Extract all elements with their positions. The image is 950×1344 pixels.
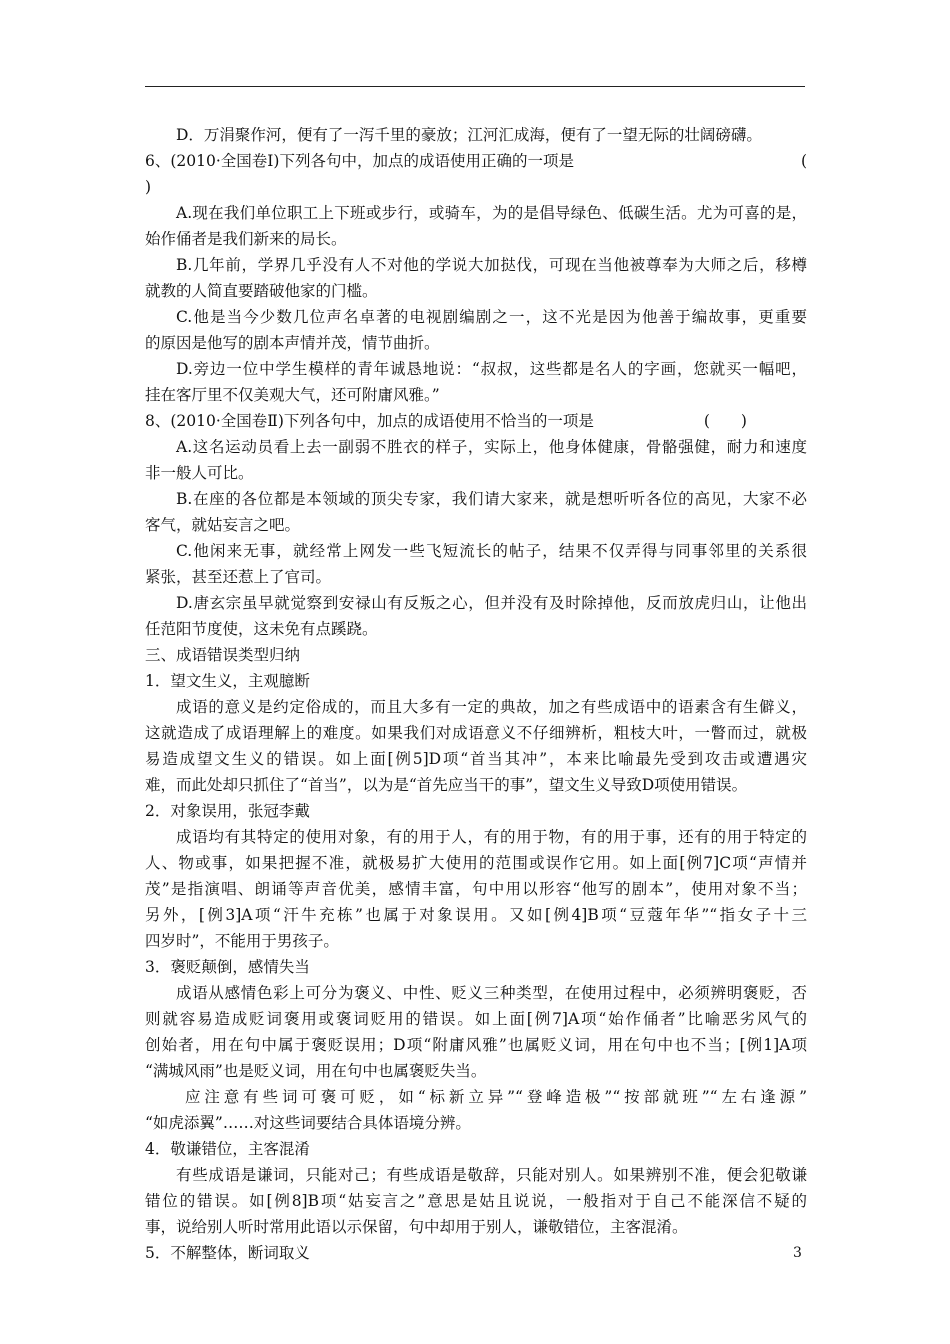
q6-option-b-line1: B.几年前，学界几乎没有人不对他的学说大加挞伐，可现在当他被尊奉为大师之后，移樽 xyxy=(176,256,807,274)
para-1-line2: 这就造成了成语理解上的难度。如果我们对成语意义不仔细辨析，粗枝大叶，一瞥而过，就极 xyxy=(145,724,807,742)
q8-option-a-line2: 非一般人可比。 xyxy=(145,464,254,482)
q6-option-a-line2: 始作俑者是我们新来的局长。 xyxy=(145,230,347,248)
page-body xyxy=(145,122,807,1266)
q8-option-d-line1: D.唐玄宗虽早就觉察到安禄山有反叛之心，但并没有及时除掉他，反而放虎归山，让他出 xyxy=(176,594,807,612)
question-8-stem xyxy=(145,408,807,434)
question-6-stem xyxy=(145,148,807,174)
page-number: 3 xyxy=(793,1245,802,1261)
para-4-line3: 事，说给别人听时常用此语以示保留，句中却用于别人，谦敬错位，主客混淆。 xyxy=(145,1218,688,1236)
subheading-5: 5．不解整体，断词取义 xyxy=(145,1244,310,1262)
para-2-line3: 茂”是指演唱、朗诵等声音优美，感情丰富，句中用以形容“他写的剧本”，使用对象不当； xyxy=(145,880,807,898)
option-d-q5: D．万涓聚作河，便有了一泻千里的豪放；江河汇成海，便有了一望无际的壮阔磅礴。 xyxy=(176,126,762,144)
subheading-4: 4．敬谦错位，主客混淆 xyxy=(145,1140,310,1158)
para-4-line1: 有些成语是谦词，只能对己；有些成语是敬辞，只能对别人。如果辨别不准，便会犯敬谦 xyxy=(176,1166,807,1184)
subheading-3: 3．褒贬颠倒，感情失当 xyxy=(145,958,310,976)
para-2-line2: 人、物或事，如果把握不准，就极易扩大使用的范围或误作它用。如上面[例7]C项“声情并 xyxy=(145,854,807,872)
answer-paren-close: ) xyxy=(145,178,152,196)
subheading-2: 2．对象误用，张冠李戴 xyxy=(145,802,310,820)
q6-option-c-line2: 的原因是他写的剧本声情并茂，情节曲折。 xyxy=(145,334,440,352)
q6-option-b-line2: 就教的人简直要踏破他家的门槛。 xyxy=(145,282,378,300)
para-3-line3: 创始者，用在句中属于褒贬误用；D项“附庸风雅”也属贬义词，用在句中也不当；[例1]A项 xyxy=(145,1036,807,1054)
q6-option-c-line1: C.他是当今少数几位声名卓著的电视剧编剧之一，这不光是因为他善于编故事，更重要 xyxy=(176,308,807,326)
q8-option-c-line1: C.他闲来无事，就经常上网发一些飞短流长的帖子，结果不仅弄得与同事邻里的关系很 xyxy=(176,542,807,560)
para-3-line4: “满城风雨”也是贬义词，用在句中也属褒贬失当。 xyxy=(145,1062,487,1080)
q6-option-a-line1: A.现在我们单位职工上下班或步行，或骑车，为的是倡导绿色、低碳生活。尤为可喜的是， xyxy=(176,204,807,222)
answer-paren: ( ) xyxy=(703,412,747,430)
subheading-1: 1．望文生义，主观臆断 xyxy=(145,672,310,690)
q8-option-a-line1: A.这名运动员看上去一副弱不胜衣的样子，实际上，他身体健康，骨骼强健，耐力和速度 xyxy=(176,438,807,456)
q6-option-d-line2: 挂在客厅里不仅美观大气，还可附庸风雅。” xyxy=(145,386,440,404)
header-rule xyxy=(145,86,805,87)
q8-option-b-line1: B.在座的各位都是本领域的顶尖专家，我们请大家来，就是想听听各位的高见，大家不必 xyxy=(176,490,807,508)
para-3b-line1: 应注意有些词可褒可贬，如“标新立异”“登峰造极”“按部就班”“左右逢源” xyxy=(185,1088,807,1106)
question-6-text: 6、(2010·全国卷Ⅰ)下列各句中，加点的成语使用正确的一项是 xyxy=(145,152,574,170)
para-3b-line2: “如虎添翼”……对这些词要结合具体语境分辨。 xyxy=(145,1114,471,1132)
q8-option-c-line2: 紧张，甚至还惹上了官司。 xyxy=(145,568,332,586)
para-2-line5: 四岁时”，不能用于男孩子。 xyxy=(145,932,339,950)
para-4-line2: 错位的错误。如[例8]B项“姑妄言之”意思是姑且说说，一般指对于自己不能深信不疑的 xyxy=(145,1192,807,1210)
answer-paren-open: ( xyxy=(800,152,807,170)
para-3-line2: 则就容易造成贬词褒用或褒词贬用的错误。如上面[例7]A项“始作俑者”比喻恶劣风气的 xyxy=(145,1010,807,1028)
para-1-line4: 难，而此处却只抓住了“首当”，以为是“首先应当干的事”，望文生义导致D项使用错误。 xyxy=(145,776,748,794)
q6-option-d-line1: D.旁边一位中学生模样的青年诚恳地说：“叔叔，这些都是名人的字画，您就买一幅吧， xyxy=(176,360,807,378)
para-2-line4: 另外，[例3]A项“汗牛充栋”也属于对象误用。又如[例4]B项“豆蔻年华”“指女子十三 xyxy=(145,906,807,924)
question-8-text: 8、(2010·全国卷Ⅱ)下列各句中，加点的成语使用不恰当的一项是 xyxy=(145,412,594,430)
q8-option-b-line2: 客气，就姑妄言之吧。 xyxy=(145,516,301,534)
section-heading: 三、成语错误类型归纳 xyxy=(145,646,301,664)
para-1-line1: 成语的意义是约定俗成的，而且大多有一定的典故，加之有些成语中的语素含有生僻义， xyxy=(176,698,807,716)
para-3-line1: 成语从感情色彩上可分为褒义、中性、贬义三种类型，在使用过程中，必须辨明褒贬，否 xyxy=(176,984,807,1002)
para-1-line3: 易造成望文生义的错误。如上面[例5]D项“首当其冲”，本来比喻最先受到攻击或遭遇灾 xyxy=(145,750,807,768)
para-2-line1: 成语均有其特定的使用对象，有的用于人，有的用于物，有的用于事，还有的用于特定的 xyxy=(176,828,807,846)
q8-option-d-line2: 任范阳节度使，这未免有点蹊跷。 xyxy=(145,620,378,638)
